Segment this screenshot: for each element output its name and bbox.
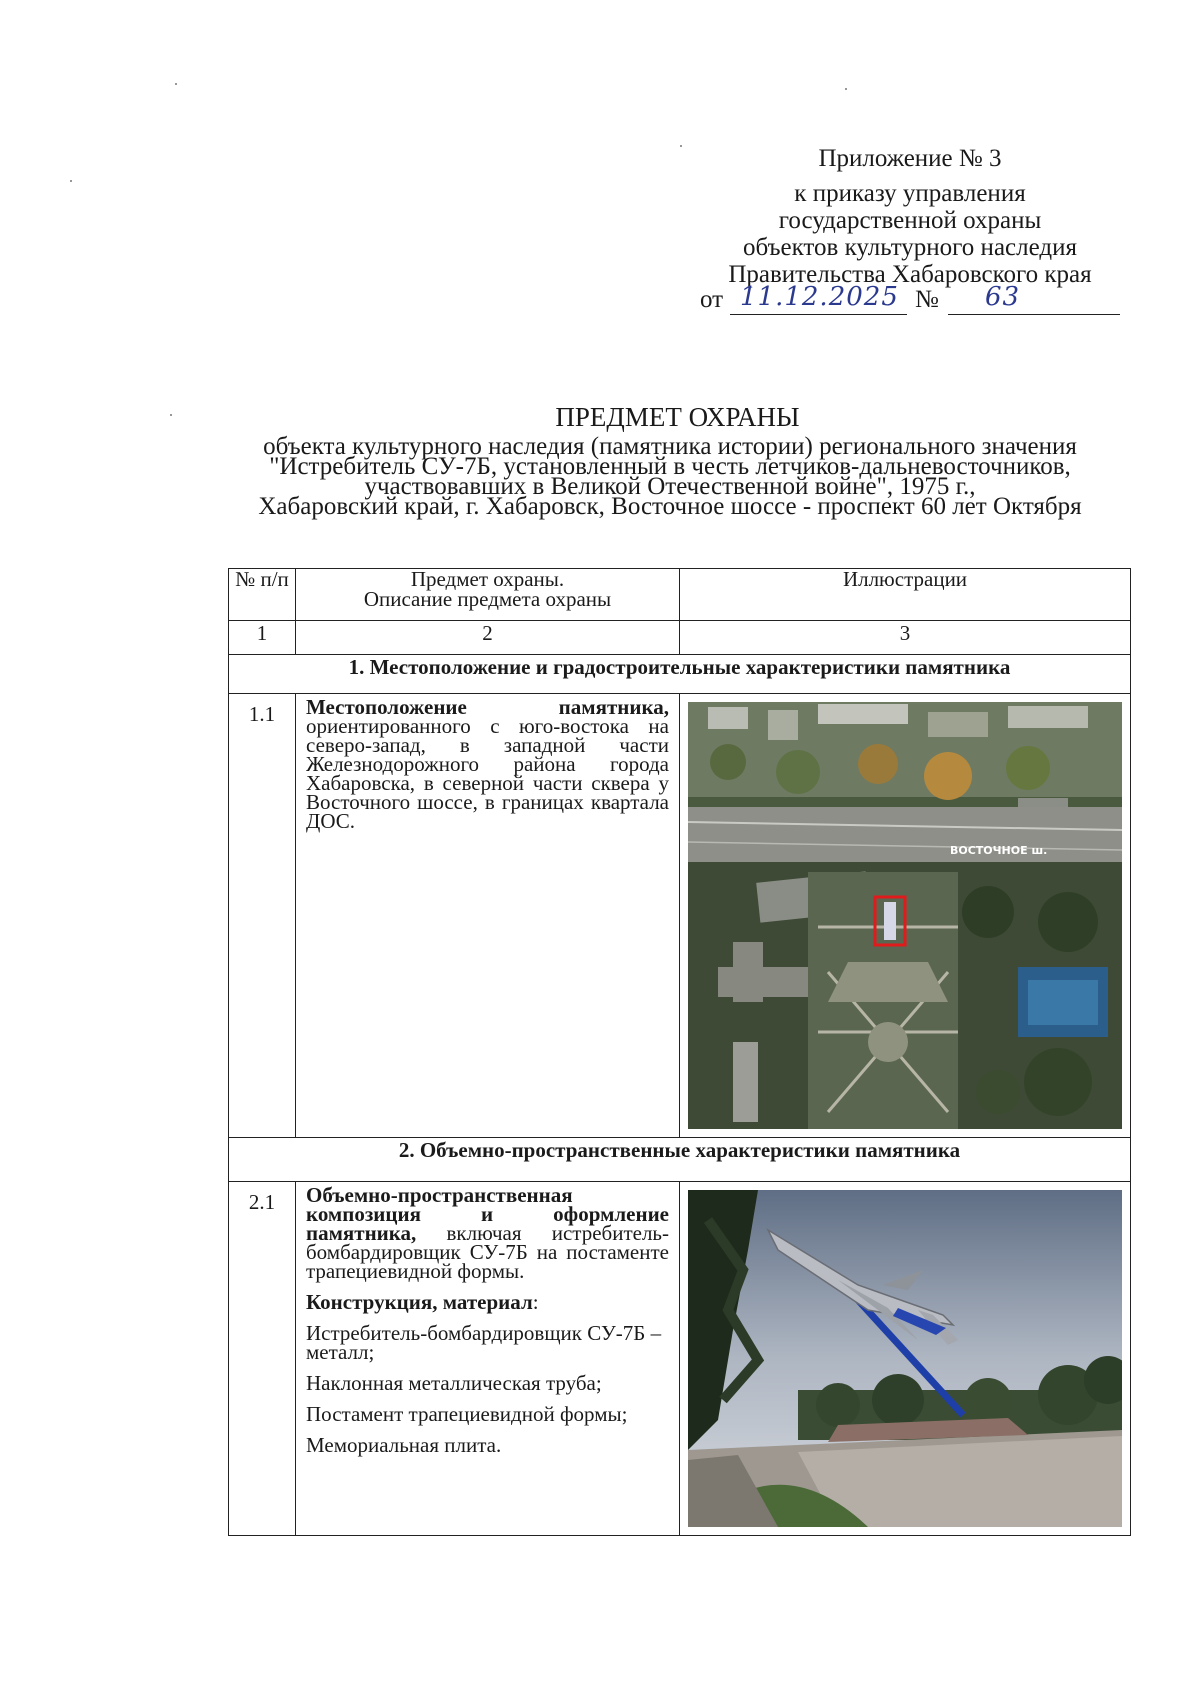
row-index-2-1: 2.1 [229,1182,296,1536]
column-number-1: 1 [229,621,296,655]
object-subtitle [200,433,1140,520]
appendix-block [700,145,1120,288]
date-handwritten: 11.12.2025 [740,282,899,312]
material-item-1: Истребитель-бомбардировщик СУ-7Б – металл; [306,1321,662,1364]
subtitle-line-1: объекта культурного наследия (памятника истории) регионального значения [263,433,1077,460]
header-description-line-2: Описание предмета охраны [363,587,612,611]
header-description [296,569,680,621]
table-row [229,1182,1131,1536]
row-description-1-1 [296,694,680,1138]
table-header-row [229,569,1131,621]
header-illustrations: Иллюстрации [680,569,1131,621]
order-line-1: к приказу управления [794,180,1026,207]
order-line-3: объектов культурного наследия [743,234,1077,261]
number-label: № [915,286,939,313]
row-description-2-1 [296,1182,680,1536]
date-underline [730,314,907,315]
location-lead: Местоположение памятника, [306,695,669,719]
illustration-cell-1-1 [680,694,1131,1138]
subtitle-line-2: "Истребитель СУ-7Б, установленный в честь летчиков-дальневосточников, [269,453,1071,480]
material-item-3: Постамент трапециевидной формы; [306,1402,628,1426]
protection-table [228,568,1131,1536]
material-item-4: Мемориальная плита. [306,1433,502,1457]
document-title: ПРЕДМЕТ ОХРАНЫ [555,402,800,432]
map-street-label: ВОСТОЧНОЕ ш. [950,844,1048,857]
construction-paragraph: Конструкция, материал: [306,1290,539,1314]
number-handwritten: 63 [985,282,1021,312]
row-index-1-1: 1.1 [229,694,296,1138]
order-line-2: государственной охраны [778,207,1042,234]
column-number-row [229,621,1131,655]
column-number-3: 3 [680,621,1131,655]
section-row-1 [229,655,1131,694]
construction-label: Конструкция, материал [306,1290,533,1314]
table-row [229,694,1131,1138]
section-row-2 [229,1138,1131,1182]
material-item-2: Наклонная металлическая труба; [306,1371,602,1395]
composition-text: включая истребитель-бомбардировщик СУ-7Б на постаменте трапециевидной формы. [306,1221,669,1283]
section-title-2: 2. Объемно-пространственные характеристики памятника [229,1138,1131,1182]
subtitle-line-3: участвовавших в Великой Отечественной войне", 1975 г., [364,473,976,500]
number-underline [948,314,1120,315]
header-description-line-1: Предмет охраны. [410,567,565,591]
header-index: № п/п [229,569,296,621]
monument-photo [688,1190,1122,1527]
column-number-2: 2 [296,621,680,655]
date-label: от [700,286,724,313]
illustration-cell-2-1 [680,1182,1131,1536]
appendix-number: Приложение № 3 [818,145,1002,172]
aerial-map-image [688,702,1122,1129]
order-date-number [700,284,1120,318]
location-text: ориентированного с юго-востока на северо-запад, в западной части Железнодорожного района города Хабаровска, в северной части сквера у Восточного шоссе, в границах квартала ДОС. [306,714,669,833]
section-title-1: 1. Местоположение и градостроительные характеристики памятника [229,655,1131,694]
composition-lead: Объемно-пространственная композиция и оформление памятника, [306,1183,669,1245]
subtitle-line-4: Хабаровский край, г. Хабаровск, Восточное шоссе - проспект 60 лет Октября [258,493,1082,520]
order-line-4: Правительства Хабаровского края [728,261,1092,288]
composition-paragraph [306,1183,669,1283]
